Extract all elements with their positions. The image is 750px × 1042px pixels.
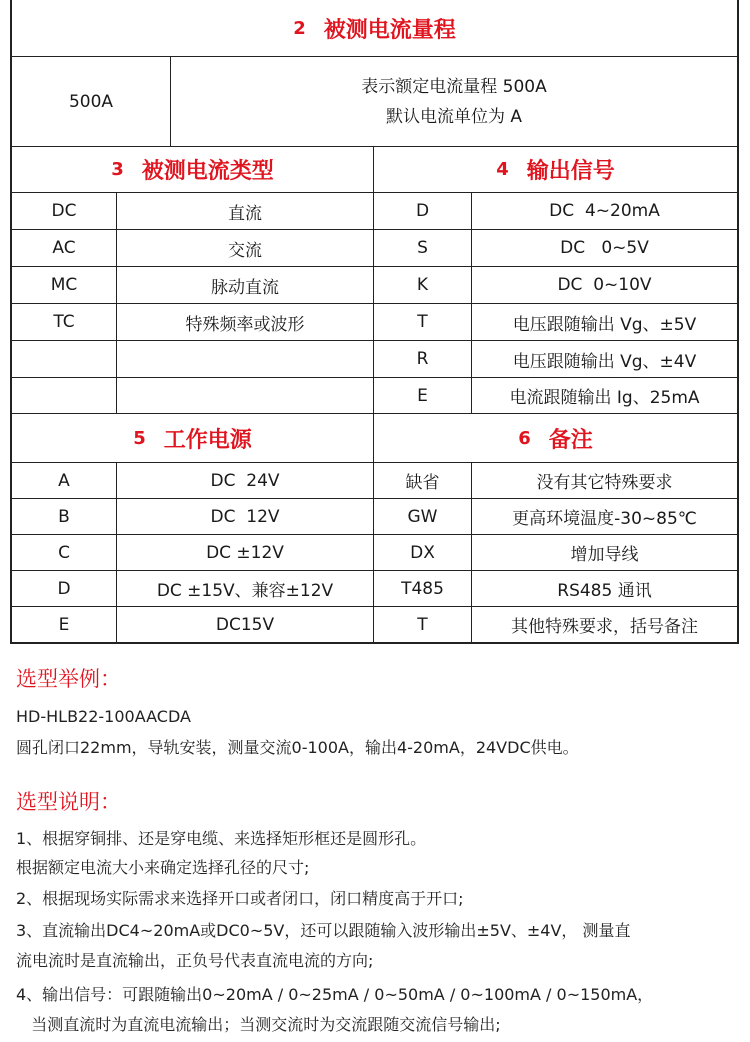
table-cell: B — [58, 506, 70, 527]
section-number: 4 — [496, 159, 509, 180]
table-cell: T — [417, 312, 428, 332]
table-cell: R — [416, 349, 429, 369]
example-heading: 选型举例： — [16, 667, 121, 691]
note-line: 4、输出信号：可跟随输出0~20mA / 0~25mA / 0~50mA / 0~100mA / 0~150mA， — [16, 985, 654, 1004]
section-title-text: 备注 — [548, 427, 593, 453]
example-description: 圆孔闭口22mm，导轨安装，测量交流0-100A，输出4-20mA，24VDC供电。 — [16, 738, 579, 757]
section-number: 2 — [293, 17, 306, 39]
table-cell — [12, 378, 116, 413]
table-cell: A — [58, 470, 70, 491]
table-cell: D — [415, 201, 430, 221]
table-cell: 没有其它特殊要求 — [536, 473, 673, 493]
table-cell: MC — [50, 275, 78, 295]
note-line: 3、直流输出DC4~20mA或DC0~5V，还可以跟随输入波形输出±5V、±4V， 测量直 — [16, 921, 631, 940]
section-title-text: 被测电流量程 — [323, 17, 456, 43]
table-cell: DC 12V — [210, 506, 280, 527]
note-line: 当测直流时为直流电流输出；当测交流时为交流跟随交流信号输出; — [16, 1015, 501, 1034]
table-cell — [117, 378, 373, 413]
notes-heading: 选型说明： — [16, 790, 121, 814]
section-6-title — [374, 414, 737, 462]
range-desc-line: 表示额定电流量程 500A — [361, 76, 547, 97]
range-desc-line: 默认电流单位为 A — [385, 106, 523, 127]
section-number: 6 — [518, 427, 531, 449]
section-title-text: 被测电流类型 — [141, 159, 274, 184]
table-right-border — [737, 0, 739, 643]
table-cell: E — [417, 385, 428, 406]
table-cell: T485 — [401, 578, 444, 599]
table-cell — [117, 341, 373, 377]
table-cell: DC ±15V、兼容±12V — [156, 581, 334, 601]
table-cell — [12, 341, 116, 377]
note-line: 2、根据现场实际需求来选择开口或者闭口，闭口精度高于开口; — [16, 889, 464, 908]
table-cell: 更高环境温度-30~85℃ — [512, 509, 697, 529]
section-3-title — [12, 147, 373, 192]
section-number: 3 — [111, 159, 124, 180]
range-description — [171, 57, 737, 146]
section-5-title — [12, 414, 373, 462]
table-cell: 脉动直流 — [211, 277, 279, 298]
table-bottom-border — [10, 642, 739, 644]
section-2-title — [12, 0, 737, 56]
section-title-text: 输出信号 — [526, 159, 615, 184]
note-line: 流电流时是直流输出，正负号代表直流电流的方向; — [16, 951, 374, 970]
table-cell: DC — [51, 201, 77, 221]
table-cell: T — [417, 614, 428, 635]
table-cell: DX — [410, 542, 435, 563]
table-cell: DC 24V — [210, 470, 280, 491]
table-cell: S — [417, 238, 428, 258]
table-cell: 其他特殊要求，括号备注 — [511, 617, 698, 637]
example-model: HD-HLB22-100AACDA — [16, 707, 191, 726]
table-cell: DC15V — [215, 614, 275, 635]
table-cell: 增加导线 — [570, 545, 639, 565]
section-4-title — [374, 147, 737, 192]
table-cell: DC 0~10V — [557, 275, 652, 295]
table-cell: 电流跟随输出 Ig、25mA — [509, 388, 700, 408]
table-cell: TC — [53, 312, 75, 332]
table-cell: AC — [52, 238, 76, 258]
table-cell: D — [57, 578, 71, 599]
note-line: 根据额定电流大小来确定选择孔径的尺寸; — [16, 858, 310, 877]
table-cell: K — [416, 275, 429, 295]
table-cell: DC ±12V — [206, 542, 284, 563]
table-cell: DC 0~5V — [560, 238, 649, 258]
table-cell: 缺省 — [405, 473, 440, 493]
range-code: 500A — [68, 91, 114, 112]
table-cell: C — [58, 542, 70, 563]
table-cell: 电压跟随输出 Vg、±4V — [512, 351, 697, 372]
table-cell: GW — [407, 506, 438, 527]
table-cell: 特殊频率或波形 — [185, 314, 305, 335]
table-cell: 交流 — [228, 240, 262, 261]
table-cell: RS485 通讯 — [557, 581, 652, 601]
table-cell: 电压跟随输出 Vg、±5V — [512, 314, 697, 335]
section-title-text: 工作电源 — [163, 427, 252, 453]
table-cell: DC 4~20mA — [549, 201, 660, 221]
table-cell: 直流 — [228, 203, 262, 224]
section-number: 5 — [133, 427, 146, 449]
note-line: 1、根据穿铜排、还是穿电缆、来选择矩形框还是圆形孔。 — [16, 829, 427, 848]
table-cell: E — [58, 614, 70, 635]
